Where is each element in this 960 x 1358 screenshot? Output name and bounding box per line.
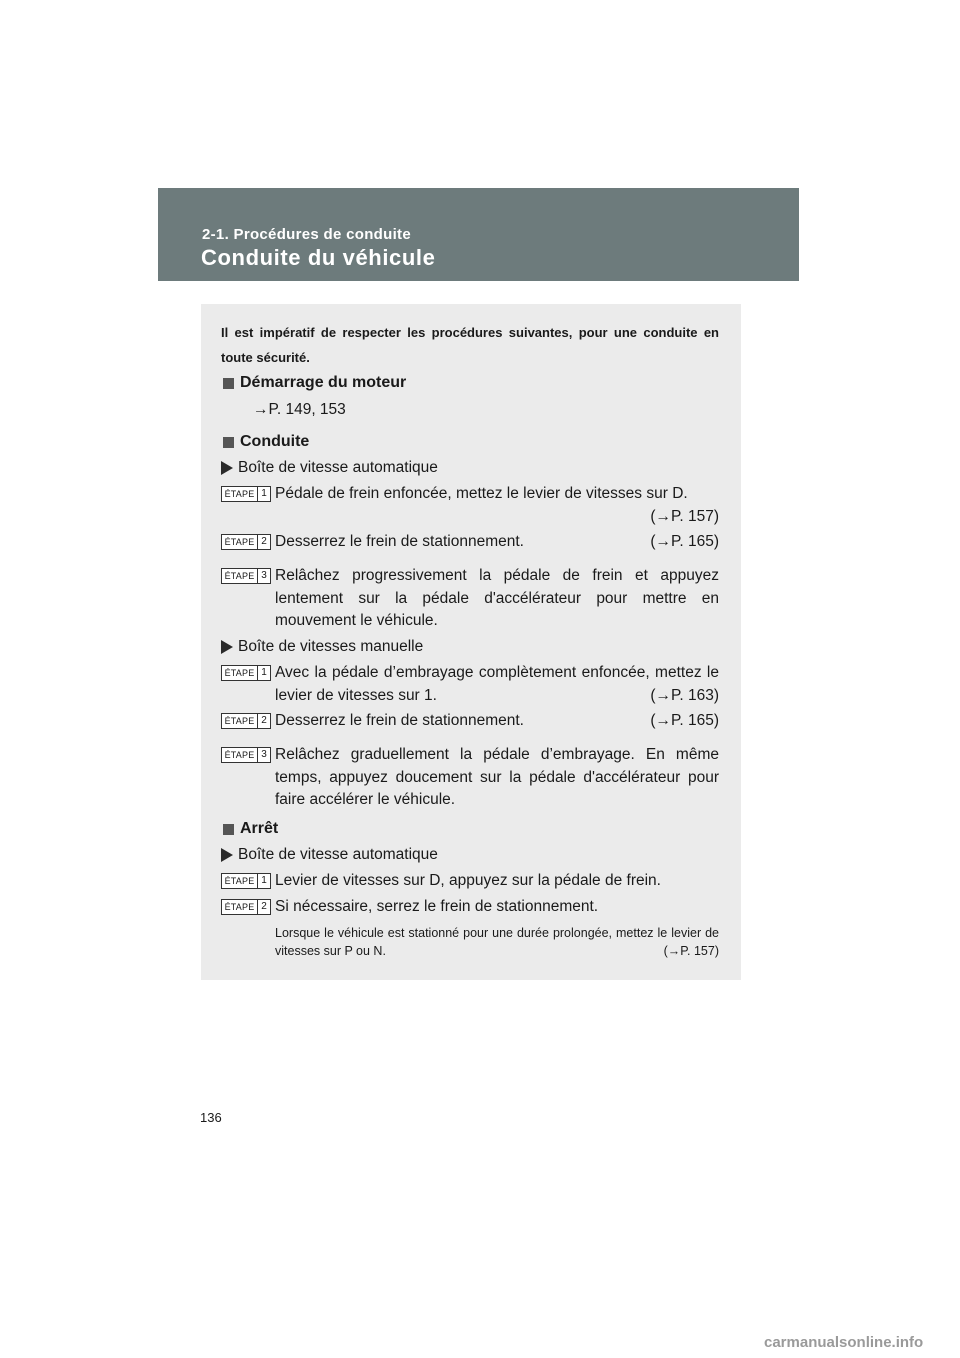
page-number: 136 <box>200 1110 222 1125</box>
intro-text: Il est impératif de respecter les procédures suivantes, pour une conduite en toute sécurité. <box>221 325 719 365</box>
section-start <box>223 374 406 392</box>
manual-step-1-ref: (→P. 163) <box>650 686 719 704</box>
step-badge: ÉTAPE 2 <box>221 534 271 550</box>
stop-note <box>275 924 719 960</box>
step-badge: ÉTAPE 2 <box>221 899 271 915</box>
manual-sub-heading <box>221 638 423 656</box>
page-title: Conduite du véhicule <box>201 245 436 270</box>
step-badge: ÉTAPE 3 <box>221 568 271 584</box>
section-start-title: Démarrage du moteur <box>240 374 407 391</box>
auto-step-1-text: Pédale de frein enfoncée, mettez le levier de vitesses sur D. <box>275 485 688 502</box>
triangle-bullet-icon <box>221 848 233 862</box>
stop-auto-label: Boîte de vitesse automatique <box>238 846 438 863</box>
manual-step-2-text: Desserrez le frein de stationnement. <box>275 712 524 729</box>
section-driving <box>223 433 309 451</box>
content-panel <box>201 304 741 980</box>
stop-step-1 <box>221 870 719 893</box>
manual-step-1-text: Avec la pédale d’embrayage complètement enfoncée, mettez le levier de vitesses sur 1. <box>275 664 719 704</box>
start-ref: →P. 149, 153 <box>253 401 346 418</box>
square-bullet-icon <box>223 824 234 835</box>
step-badge: ÉTAPE 2 <box>221 713 271 729</box>
stop-note-ref: (→P. 157) <box>663 944 719 958</box>
triangle-bullet-icon <box>221 461 233 475</box>
manual-label: Boîte de vitesses manuelle <box>238 638 424 655</box>
manual-step-2-ref: (→P. 165) <box>650 712 719 729</box>
manual-step-3 <box>221 744 719 812</box>
manual-step-2 <box>221 710 719 733</box>
auto-step-2-text: Desserrez le frein de stationnement. <box>275 533 524 550</box>
auto-step-1-ref: (→P. 157) <box>650 507 719 525</box>
auto-step-3-text: Relâchez progressivement la pédale de frein et appuyez lentement sur la pédale d'accélérateur pour mettre en mouvement le véhicule. <box>275 567 719 629</box>
stop-step-1-text: Levier de vitesses sur D, appuyez sur la pédale de frein. <box>275 872 661 889</box>
step-badge: ÉTAPE 1 <box>221 486 271 502</box>
section-driving-title: Conduite <box>240 433 310 450</box>
triangle-bullet-icon <box>221 640 233 654</box>
auto-step-2-ref: (→P. 165) <box>650 533 719 550</box>
square-bullet-icon <box>223 378 234 389</box>
step-badge: ÉTAPE 3 <box>221 747 271 763</box>
section-header <box>158 188 799 281</box>
stop-auto-sub-heading <box>221 846 438 864</box>
auto-label: Boîte de vitesse automatique <box>238 459 438 476</box>
stop-note-text: Lorsque le véhicule est stationné pour une durée prolongée, mettez le levier de vitesses sur P ou N. <box>275 926 719 958</box>
section-stop <box>223 820 278 838</box>
section-label: 2-1. Procédures de conduite <box>202 226 411 243</box>
square-bullet-icon <box>223 437 234 448</box>
auto-step-2 <box>221 531 719 554</box>
step-badge: ÉTAPE 1 <box>221 665 271 681</box>
manual-step-3-text: Relâchez graduellement la pédale d’embrayage. En même temps, appuyez doucement sur la pédale d'accélérateur pour faire accélérer le véhicule. <box>275 746 719 808</box>
step-badge: ÉTAPE 1 <box>221 873 271 889</box>
auto-step-1 <box>221 483 719 528</box>
watermark: carmanualsonline.info <box>764 1334 924 1351</box>
manual-step-1 <box>221 662 719 707</box>
section-stop-title: Arrêt <box>240 820 279 837</box>
auto-sub-heading <box>221 459 438 477</box>
stop-step-2-text: Si nécessaire, serrez le frein de stationnement. <box>275 898 599 915</box>
stop-step-2 <box>221 896 719 919</box>
auto-step-3 <box>221 565 719 633</box>
